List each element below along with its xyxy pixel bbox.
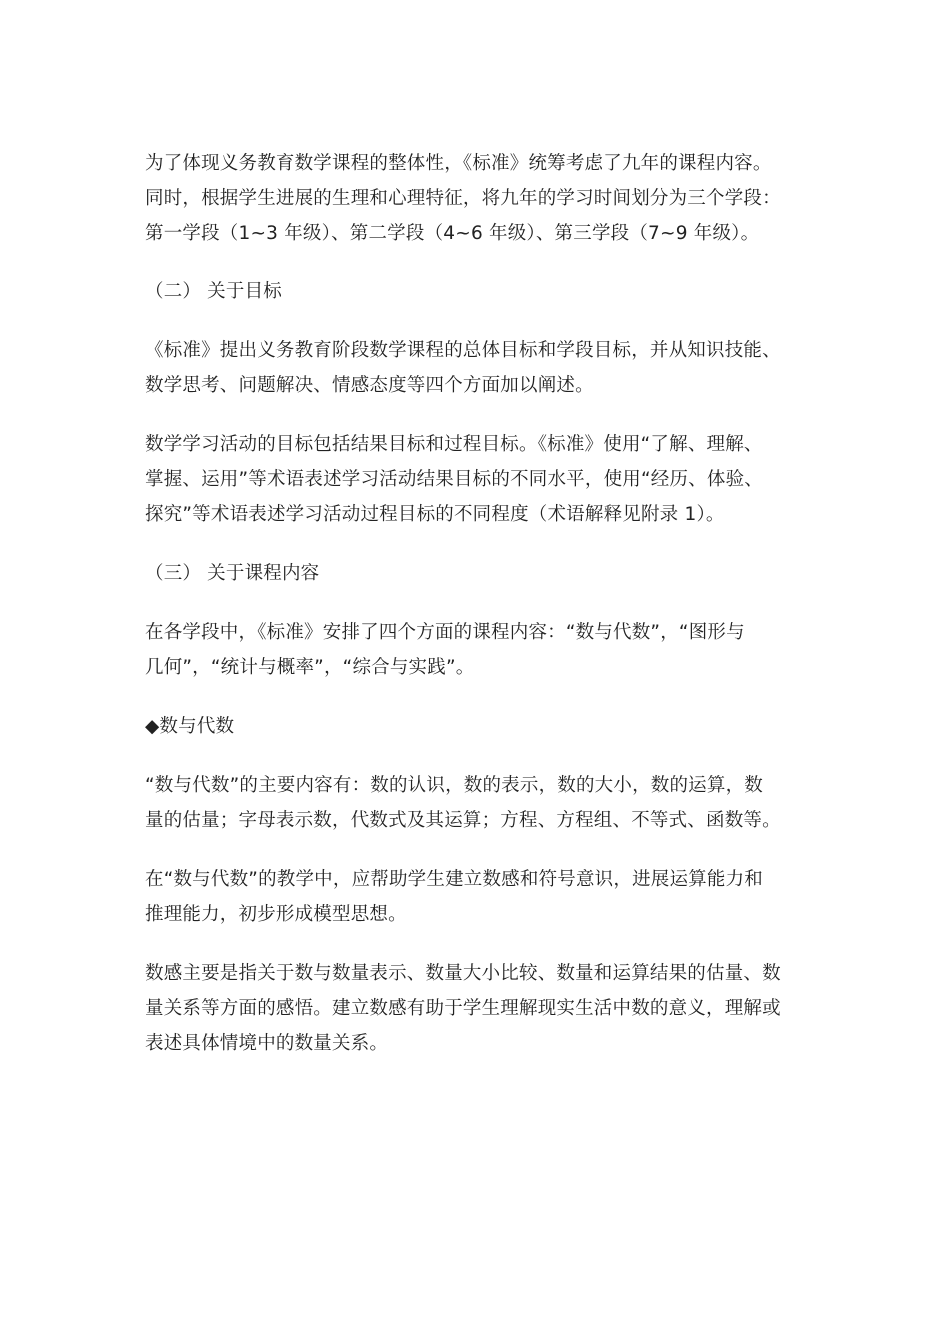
paragraph-line: 量的估量；字母表示数，代数式及其运算；方程、方程组、不等式、函数等。 — [145, 810, 781, 831]
paragraph-line: 掌握、运用”等术语表述学习活动结果目标的不同水平，使用“经历、体验、 — [145, 469, 763, 490]
paragraph-line: 为了体现义务教育数学课程的整体性，《标准》统筹考虑了九年的课程内容。 — [145, 153, 772, 174]
paragraph-line: 数感主要是指关于数与数量表示、数量大小比较、数量和运算结果的估量、数 — [145, 963, 781, 984]
subsection-heading: ◆数与代数 — [145, 716, 235, 737]
paragraph-line: 在“数与代数”的教学中，应帮助学生建立数感和符号意识，进展运算能力和 — [145, 869, 763, 890]
paragraph-line: 推理能力，初步形成模型思想。 — [145, 904, 407, 925]
paragraph-line: 同时，根据学生进展的生理和心理特征，将九年的学习时间划分为三个学段： — [145, 188, 781, 209]
paragraph-line: 数学思考、问题解决、情感态度等四个方面加以阐述。 — [145, 375, 594, 396]
paragraph-line: 探究”等术语表述学习活动过程目标的不同程度（术语解释见附录 1）。 — [145, 504, 725, 525]
paragraph-line: 数学学习活动的目标包括结果目标和过程目标。《标准》使用“了解、理解、 — [145, 434, 763, 455]
paragraph-line: 表述具体情境中的数量关系。 — [145, 1033, 389, 1054]
paragraph-line: 《标准》提出义务教育阶段数学课程的总体目标和学段目标，并从知识技能、 — [145, 340, 781, 361]
paragraph-line: 量关系等方面的感悟。建立数感有助于学生理解现实生活中数的意义，理解或 — [145, 998, 781, 1019]
section-heading: （三） 关于课程内容 — [145, 563, 320, 584]
section-heading: （二） 关于目标 — [145, 281, 282, 302]
paragraph-line: 几何”，“统计与概率”，“综合与实践”。 — [145, 657, 475, 678]
paragraph-line: “数与代数”的主要内容有：数的认识，数的表示，数的大小，数的运算，数 — [145, 775, 763, 796]
paragraph-line: 第一学段（1~3 年级）、第二学段（4~6 年级）、第三学段（7~9 年级）。 — [145, 223, 760, 244]
paragraph-line: 在各学段中，《标准》安排了四个方面的课程内容：“数与代数”，“图形与 — [145, 622, 745, 643]
